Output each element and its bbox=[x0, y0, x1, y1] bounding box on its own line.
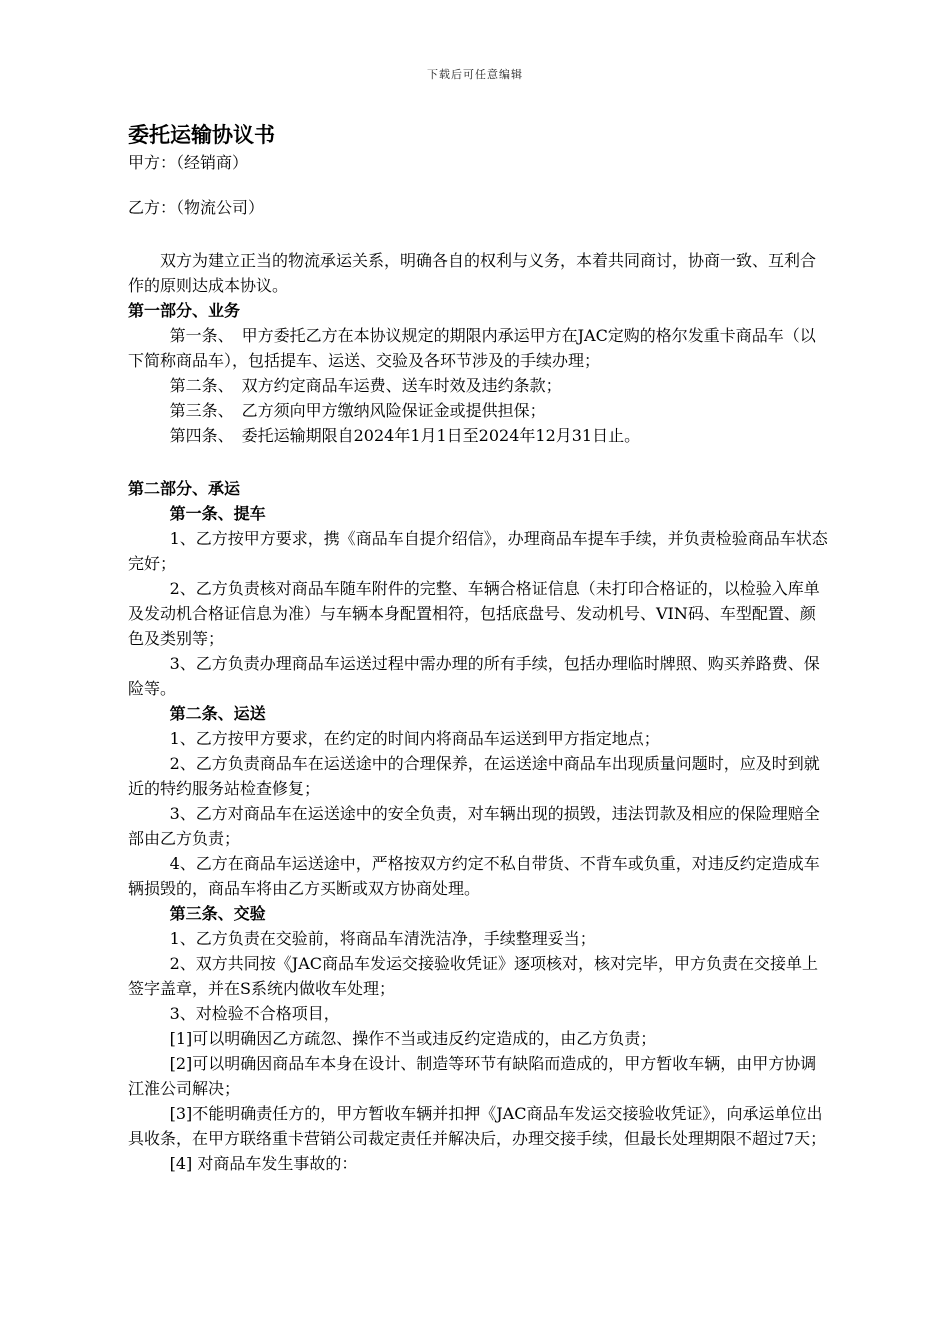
part2-heading: 第二部分、承运 bbox=[128, 479, 241, 498]
party-b: 乙方：（物流公司） bbox=[128, 198, 265, 217]
inspection-subitem-1: [1]可以明确因乙方疏忽、操作不当或违反约定造成的，由乙方负责； bbox=[169, 1029, 657, 1048]
header-note: 下载后可任意编辑 bbox=[427, 68, 523, 81]
transport-item-1: 1、乙方按甲方要求，在约定的时间内将商品车运送到甲方指定地点； bbox=[169, 729, 660, 748]
pickup-item-1: 1、乙方按甲方要求，携《商品车自提介绍信》，办理商品车提车手续，并负责检验商品车状态完好； bbox=[128, 529, 828, 573]
inspection-item-1: 1、乙方负责在交验前，将商品车清洗洁净，手续整理妥当； bbox=[169, 929, 596, 948]
part1-article-1: 第一条、 甲方委托乙方在本协议规定的期限内承运甲方在JAC定购的格尔发重卡商品车（以下简称商品车），包括提车、运送、交验及各环节涉及的手续办理； bbox=[128, 326, 816, 370]
section-transport-heading: 第二条、运送 bbox=[169, 704, 266, 723]
inspection-subitem-4: [4] 对商品车发生事故的： bbox=[169, 1154, 358, 1173]
document-body bbox=[128, 120, 828, 1176]
part1-heading: 第一部分、业务 bbox=[128, 301, 241, 320]
pickup-item-2: 2、乙方负责核对商品车随车附件的完整、车辆合格证信息（未打印合格证的，以检验入库单及发动机合格证信息为准）与车辆本身配置相符，包括底盘号、发动机号、VIN码、车型配置、颜色及类别等； bbox=[128, 579, 820, 648]
section-inspection-heading: 第三条、交验 bbox=[169, 904, 266, 923]
document-title: 委托运输协议书 bbox=[128, 122, 275, 147]
intro-paragraph: 双方为建立正当的物流承运关系，明确各自的权利与义务，本着共同商讨，协商一致、互利合作的原则达成本协议。 bbox=[128, 251, 817, 295]
inspection-subitem-2: [2]可以明确因商品车本身在设计、制造等环节有缺陷而造成的，甲方暂收车辆，由甲方协调江淮公司解决； bbox=[128, 1054, 817, 1098]
party-a: 甲方：（经销商） bbox=[128, 153, 249, 172]
part1-article-4: 第四条、 委托运输期限自2024年1月1日至2024年12月31日止。 bbox=[169, 426, 641, 445]
part1-article-2: 第二条、 双方约定商品车运费、送车时效及违约条款； bbox=[169, 376, 562, 395]
inspection-item-3: 3、对检验不合格项目， bbox=[169, 1004, 340, 1023]
inspection-subitem-3: [3]不能明确责任方的，甲方暂收车辆并扣押《JAC商品车发运交接验收凭证》，向承运单位出具收条，在甲方联络重卡营销公司裁定责任并解决后，办理交接手续，但最长处理期限不超过7天； bbox=[128, 1104, 827, 1148]
inspection-item-2: 2、双方共同按《JAC商品车发运交接验收凭证》逐项核对，核对完毕，甲方负责在交接单上签字盖章，并在S系统内做收车处理； bbox=[128, 954, 818, 998]
pickup-item-3: 3、乙方负责办理商品车运送过程中需办理的所有手续，包括办理临时牌照、购买养路费、保险等。 bbox=[128, 654, 820, 698]
part1-article-3: 第三条、 乙方须向甲方缴纳风险保证金或提供担保； bbox=[169, 401, 546, 420]
transport-item-3: 3、乙方对商品车在运送途中的安全负责，对车辆出现的损毁，违法罚款及相应的保险理赔全部由乙方负责； bbox=[128, 804, 820, 848]
section-pickup-heading: 第一条、提车 bbox=[169, 504, 266, 523]
transport-item-4: 4、乙方在商品车运送途中，严格按双方约定不私自带货、不背车或负重，对违反约定造成车辆损毁的，商品车将由乙方买断或双方协商处理。 bbox=[128, 854, 820, 898]
transport-item-2: 2、乙方负责商品车在运送途中的合理保养，在运送途中商品车出现质量问题时，应及时到就近的特约服务站检查修复； bbox=[128, 754, 820, 798]
